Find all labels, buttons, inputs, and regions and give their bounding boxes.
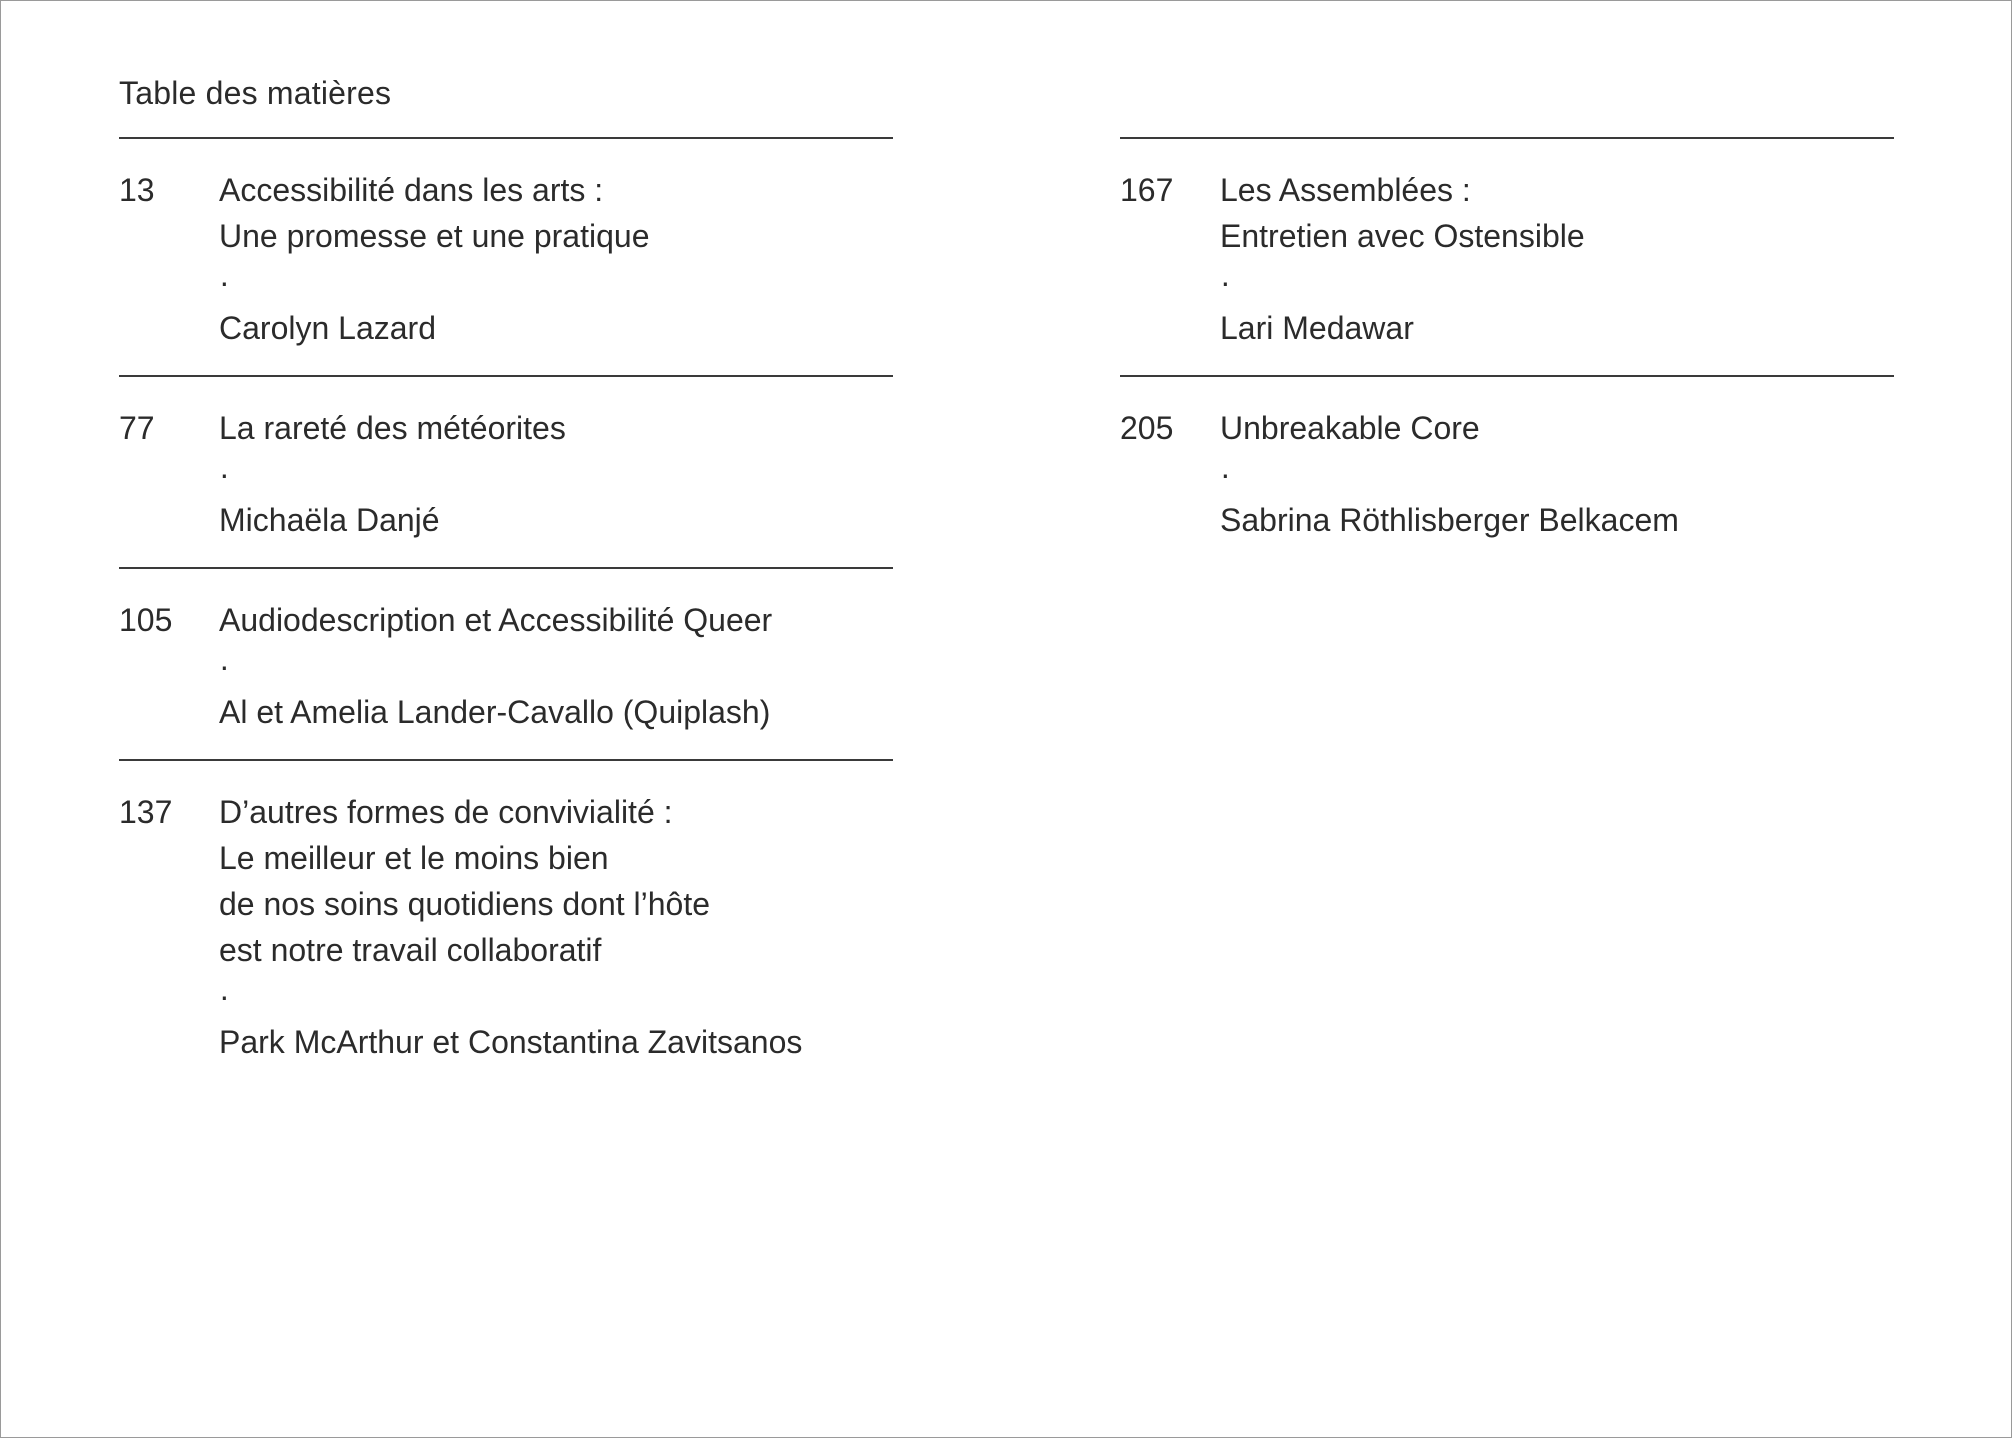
toc-entry-body: [219, 597, 893, 735]
toc-entry-separator: ·: [219, 648, 230, 684]
toc-entry-author: Al et Amelia Lander-Cavallo (Quiplash): [219, 694, 771, 730]
toc-entry-title-line: Accessibilité dans les arts :: [219, 172, 604, 208]
toc-entry-title-line: La rareté des météorites: [219, 410, 566, 446]
toc-page-number: 137: [119, 794, 173, 830]
toc-page-number: 77: [119, 410, 155, 446]
toc-entry-title-line: Audiodescription et Accessibilité Queer: [219, 602, 773, 638]
toc-entry: [119, 137, 893, 375]
toc-entry-author: Carolyn Lazard: [219, 310, 436, 346]
toc-right-column: [1120, 137, 1894, 567]
toc-entry-author: Sabrina Röthlisberger Belkacem: [1220, 502, 1679, 538]
toc-entry-title-line: de nos soins quotidiens dont l’hôte: [219, 886, 711, 922]
toc-page-number: 167: [1120, 172, 1174, 208]
toc-entry-body: [219, 789, 893, 1065]
toc-entry-title-line: Entretien avec Ostensible: [1220, 218, 1585, 254]
toc-page-number: 105: [119, 602, 173, 638]
toc-entry-title-line: Les Assemblées :: [1220, 172, 1471, 208]
toc-entry-title-line: Le meilleur et le moins bien: [219, 840, 609, 876]
toc-entry: [119, 375, 893, 567]
toc-page-number: 205: [1120, 410, 1174, 446]
toc-entry-title-line: est notre travail collaboratif: [219, 932, 602, 968]
toc-left-column: [119, 137, 893, 1089]
toc-entry: [119, 759, 893, 1089]
toc-entry-title-line: Une promesse et une pratique: [219, 218, 650, 254]
toc-entry: [119, 567, 893, 759]
toc-page-number: 13: [119, 172, 155, 208]
toc-entry-separator: ·: [219, 456, 230, 492]
toc-entry-body: [1220, 405, 1894, 543]
toc-entry-body: [1220, 167, 1894, 351]
toc-entry-separator: ·: [219, 264, 230, 300]
toc-entry-author: Michaëla Danjé: [219, 502, 440, 538]
toc-entry-body: [219, 405, 893, 543]
toc-entry-body: [219, 167, 893, 351]
toc-entry-separator: ·: [219, 978, 230, 1014]
toc-entry: [1120, 375, 1894, 567]
toc-entry-author: Lari Medawar: [1220, 310, 1414, 346]
toc-heading: Table des matières: [119, 75, 392, 111]
toc-entry: [1120, 137, 1894, 375]
toc-entry-separator: ·: [1220, 264, 1231, 300]
toc-entry-title-line: Unbreakable Core: [1220, 410, 1480, 446]
toc-entry-title-line: D’autres formes de convivialité :: [219, 794, 673, 830]
toc-entry-author: Park McArthur et Constantina Zavitsanos: [219, 1024, 803, 1060]
toc-entry-separator: ·: [1220, 456, 1231, 492]
